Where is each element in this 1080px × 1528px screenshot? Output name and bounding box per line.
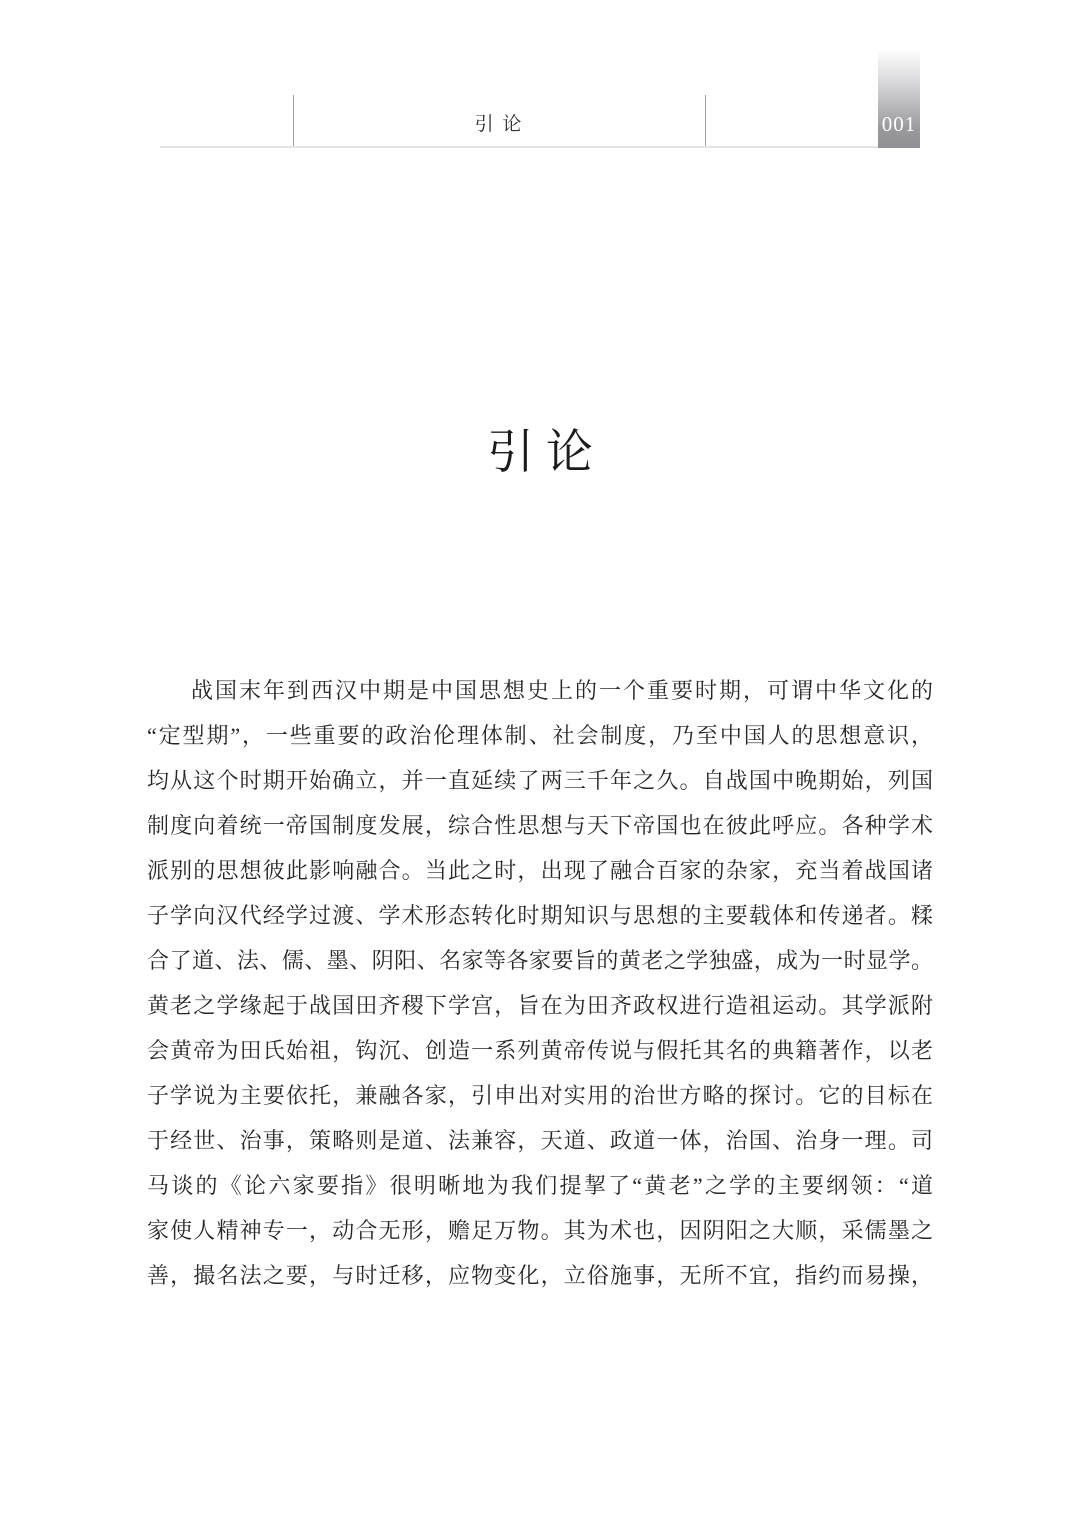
page-number-bar bbox=[878, 50, 920, 148]
body-line: 于经世、治事，策略则是道、法兼容，天道、政道一体，治国、治身一理。司 bbox=[147, 1128, 933, 1153]
body-line: 马谈的《论六家要指》很明晰地为我们提挈了“黄老”之学的主要纲领：“道 bbox=[147, 1173, 933, 1198]
page-number: 001 bbox=[881, 112, 917, 136]
body-line: 家使人精神专一，动合无形，赡足万物。其为术也，因阴阳之大顺，采儒墨之 bbox=[147, 1218, 933, 1243]
body-line: 善，撮名法之要，与时迁移，应物变化，立俗施事，无所不宜，指约而易操， bbox=[147, 1263, 933, 1288]
running-title: 引 论 bbox=[474, 114, 524, 135]
body-line: 会黄帝为田氏始祖，钩沉、创造一系列黄帝传说与假托其名的典籍著作，以老 bbox=[147, 1038, 933, 1063]
body-line: 制度向着统一帝国制度发展，综合性思想与天下帝国也在彼此呼应。各种学术 bbox=[147, 813, 933, 838]
body-line: 合了道、法、儒、墨、阴阳、名家等各家要旨的黄老之学独盛，成为一时显学。 bbox=[147, 948, 933, 973]
body-line: 子学向汉代经学过渡、学术形态转化时期知识与思想的主要载体和传递者。糅 bbox=[147, 903, 933, 928]
body-line: 黄老之学缘起于战国田齐稷下学宫，旨在为田齐政权进行造祖运动。其学派附 bbox=[147, 993, 933, 1018]
body-line: 子学说为主要依托，兼融各家，引申出对实用的治世方略的探讨。它的目标在 bbox=[147, 1083, 933, 1108]
chapter-title: 引 论 bbox=[487, 427, 593, 479]
header-rule bbox=[160, 146, 878, 148]
body-line: 均从这个时期开始确立，并一直延续了两三千年之久。自战国中晚期始，列国 bbox=[147, 768, 933, 793]
header-tick-right bbox=[705, 95, 706, 147]
body-line: 派别的思想彼此影响融合。当此之时，出现了融合百家的杂家，充当着战国诸 bbox=[147, 858, 933, 883]
body-line: “定型期”，一些重要的政治伦理体制、社会制度，乃至中国人的思想意识， bbox=[147, 723, 933, 748]
body-line: 战国末年到西汉中期是中国思想史上的一个重要时期，可谓中华文化的 bbox=[191, 678, 933, 703]
body-text bbox=[147, 668, 933, 1298]
